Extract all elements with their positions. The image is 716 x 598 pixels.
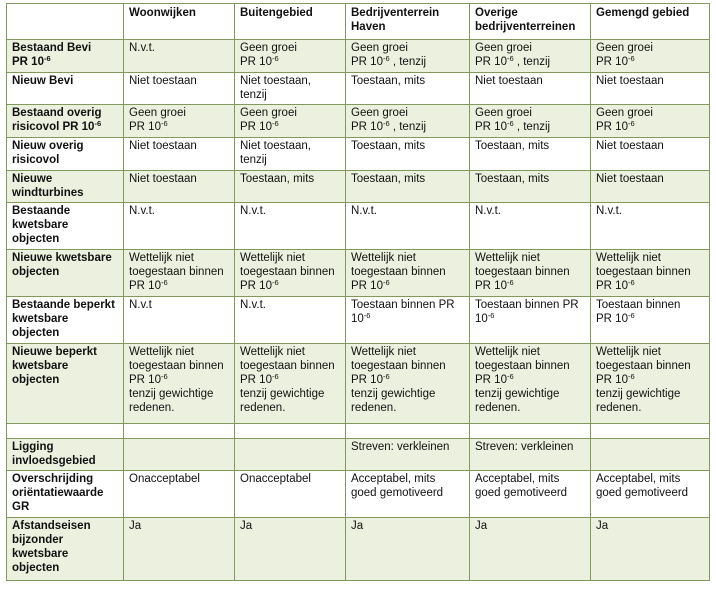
table-cell: Toestaan, mits — [470, 171, 591, 203]
row-label: Nieuwe windturbines — [7, 171, 124, 203]
table-row — [7, 344, 710, 424]
table-cell: Geen groei PR $10^{-6}$ — [591, 105, 710, 138]
table-cell: Wettelijk niet toegestaan binnen PR $10^{-6}$ tenzij gewichtige redenen. — [124, 344, 235, 424]
table-cell — [346, 424, 470, 439]
table-cell: N.v.t. — [346, 203, 470, 250]
table-cell: Geen groei PR $10^{-6}$ , tenzij — [470, 105, 591, 138]
table-cell: Toestaan, mits — [346, 171, 470, 203]
table-cell: Onacceptabel — [235, 471, 346, 518]
table-cell: Toestaan, mits — [346, 138, 470, 171]
table-cell: Niet toestaan — [124, 138, 235, 171]
table-cell: N.v.t. — [124, 203, 235, 250]
table-cell: Acceptabel, mits goed gemotiveerd — [346, 471, 470, 518]
row-label: Bestaand Bevi PR $10^{-6}$ — [7, 40, 124, 73]
table-row — [7, 297, 710, 344]
row-label: Nieuw overig risicovol — [7, 138, 124, 171]
table-row — [7, 171, 710, 203]
table-row — [7, 439, 710, 471]
table-cell: Wettelijk niet toegestaan binnen PR $10^{-6}$ — [346, 250, 470, 297]
table-cell: Ja — [124, 518, 235, 581]
table-cell: Geen groei PR $10^{-6}$ — [591, 40, 710, 73]
table-header — [7, 4, 710, 40]
column-header-woonwijken: Woonwijken — [124, 4, 235, 40]
table-cell: Niet toestaan — [591, 171, 710, 203]
row-label: Overschrijding oriëntatiewaarde GR — [7, 471, 124, 518]
table-cell: Wettelijk niet toegestaan binnen PR $10^{-6}$ tenzij gewichtige redenen. — [591, 344, 710, 424]
row-label: Bestaande beperkt kwetsbare objecten — [7, 297, 124, 344]
table-cell — [124, 424, 235, 439]
table-row — [7, 518, 710, 581]
table-row — [7, 138, 710, 171]
table-cell: Wettelijk niet toegestaan binnen PR $10^{-6}$ tenzij gewichtige redenen. — [235, 344, 346, 424]
table-cell: N.v.t. — [591, 203, 710, 250]
table-row — [7, 73, 710, 105]
column-header-overige-bedrijventerreinen: Overige bedrijventerreinen — [470, 4, 591, 40]
row-label: Nieuwe beperkt kwetsbare objecten — [7, 344, 124, 424]
row-label: Nieuwe kwetsbare objecten — [7, 250, 124, 297]
table-cell: Toestaan, mits — [235, 171, 346, 203]
table-cell: Wettelijk niet toegestaan binnen PR $10^{-6}$ tenzij gewichtige redenen. — [470, 344, 591, 424]
table-cell: Ja — [470, 518, 591, 581]
table-cell: Wettelijk niet toegestaan binnen PR $10^{-6}$ — [591, 250, 710, 297]
row-label: Afstandseisen bijzonder kwetsbare objecten — [7, 518, 124, 581]
table-row — [7, 424, 710, 439]
table-cell: N.v.t. — [235, 297, 346, 344]
table-cell: Toestaan binnen PR $10^{-6}$ — [470, 297, 591, 344]
table-cell: Niet toestaan, tenzij — [235, 138, 346, 171]
table-cell — [591, 424, 710, 439]
table-cell — [591, 439, 710, 471]
row-label: Nieuw Bevi — [7, 73, 124, 105]
table-cell: Toestaan, mits — [346, 73, 470, 105]
table-cell: Geen groei PR $10^{-6}$ , tenzij — [470, 40, 591, 73]
table-row — [7, 250, 710, 297]
table-cell: Wettelijk niet toegestaan binnen PR $10^{-6}$ — [470, 250, 591, 297]
table-body — [7, 40, 710, 581]
table-cell: Geen groei PR $10^{-6}$ — [235, 105, 346, 138]
table-cell: Streven: verkleinen — [470, 439, 591, 471]
table-cell — [470, 424, 591, 439]
table-cell: Geen groei PR $10^{-6}$ — [235, 40, 346, 73]
table-cell: Niet toestaan, tenzij — [235, 73, 346, 105]
table-cell: Niet toestaan — [124, 73, 235, 105]
table-cell: N.v.t. — [470, 203, 591, 250]
column-header-buitengebied: Buitengebied — [235, 4, 346, 40]
table-cell: Niet toestaan — [470, 73, 591, 105]
table-cell: N.v.t. — [124, 40, 235, 73]
table-cell: Toestaan binnen PR $10^{-6}$ — [346, 297, 470, 344]
table-cell: Niet toestaan — [591, 138, 710, 171]
row-label: Bestaande kwetsbare objecten — [7, 203, 124, 250]
table-cell: Ja — [235, 518, 346, 581]
column-header-gemengd-gebied: Gemengd gebied — [591, 4, 710, 40]
table-row — [7, 203, 710, 250]
table-cell: Ja — [346, 518, 470, 581]
table-cell: N.v.t. — [235, 203, 346, 250]
table-cell: Ja — [591, 518, 710, 581]
table-cell — [235, 424, 346, 439]
table-cell: Toestaan, mits — [470, 138, 591, 171]
table-cell: Wettelijk niet toegestaan binnen PR $10^{-6}$ — [124, 250, 235, 297]
table-cell: Geen groei PR $10^{-6}$ , tenzij — [346, 105, 470, 138]
table-row — [7, 471, 710, 518]
table-row — [7, 40, 710, 73]
header-row — [7, 4, 710, 40]
table-cell: N.v.t — [124, 297, 235, 344]
row-label — [7, 424, 124, 439]
header-corner — [7, 4, 124, 40]
table-cell: Niet toestaan — [124, 171, 235, 203]
table-cell: Streven: verkleinen — [346, 439, 470, 471]
table-cell: Onacceptabel — [124, 471, 235, 518]
table-cell — [124, 439, 235, 471]
table-cell: Wettelijk niet toegestaan binnen PR $10^{-6}$ — [235, 250, 346, 297]
table-cell: Geen groei PR $10^{-6}$ — [124, 105, 235, 138]
table-cell: Wettelijk niet toegestaan binnen PR $10^{-6}$ tenzij gewichtige redenen. — [346, 344, 470, 424]
table-cell: Acceptabel, mits goed gemotiveerd — [591, 471, 710, 518]
risk-policy-table — [6, 3, 710, 581]
table-cell — [235, 439, 346, 471]
table-cell: Geen groei PR $10^{-6}$ , tenzij — [346, 40, 470, 73]
table-cell: Acceptabel, mits goed gemotiveerd — [470, 471, 591, 518]
row-label: Bestaand overig risicovol PR $10^{-6}$ — [7, 105, 124, 138]
table-cell: Toestaan binnen PR $10^{-6}$ — [591, 297, 710, 344]
column-header-bedrijventerrein-haven: Bedrijventerrein Haven — [346, 4, 470, 40]
table-cell: Niet toestaan — [591, 73, 710, 105]
table-row — [7, 105, 710, 138]
row-label: Ligging invloedsgebied — [7, 439, 124, 471]
